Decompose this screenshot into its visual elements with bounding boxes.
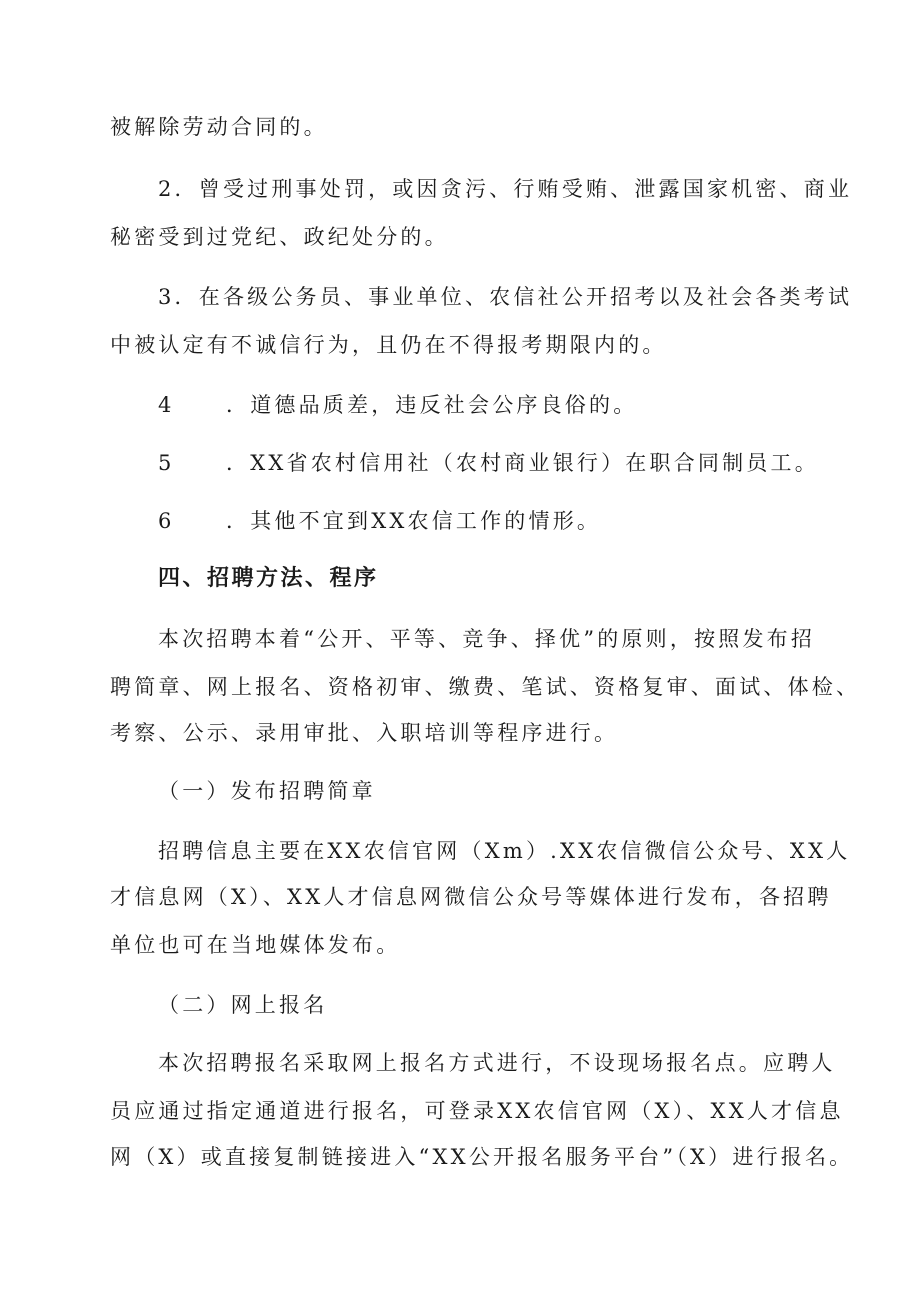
- list-number: 6: [158, 509, 175, 533]
- paragraph-line: 本次招聘报名采取网上报名方式进行，不设现场报名点。应聘人: [158, 1051, 836, 1075]
- list-item-4: [158, 390, 637, 420]
- list-item-6: [158, 506, 601, 536]
- paragraph-line: 网（X）或直接复制链接进入“XX公开报名服务平台”（X）进行报名。: [110, 1145, 854, 1169]
- list-number: 4: [158, 393, 175, 417]
- list-text: ．道德品质差，违反社会公序良俗的。: [226, 393, 638, 417]
- paragraph-line: 被解除劳动合同的。: [110, 115, 328, 139]
- paragraph-line: 考察、公示、录用审批、入职培训等程序进行。: [110, 721, 619, 745]
- list-item-2-continued: 秘密受到过党纪、政纪处分的。: [110, 225, 449, 249]
- list-item-3-continued: 中被认定有不诚信行为，且仍在不得报考期限内的。: [110, 333, 667, 357]
- subheading-1: （一）发布招聘简章: [158, 779, 376, 803]
- paragraph-line: 员应通过指定通道进行报名，可登录XX农信官网（X）、XX人才信息: [110, 1099, 844, 1123]
- list-item-3: 3．在各级公务员、事业单位、农信社公开招考以及社会各类考试: [158, 285, 853, 309]
- list-number: 5: [158, 451, 175, 475]
- subheading-2: （二）网上报名: [158, 993, 328, 1017]
- paragraph-line: 才信息网（X）、XX人才信息网微信公众号等媒体进行发布，各招聘: [110, 885, 832, 909]
- paragraph-line: 招聘信息主要在XX农信官网（Xm）.XX农信微信公众号、XX人: [158, 839, 851, 863]
- list-item-5: [158, 448, 819, 478]
- paragraph-line: 聘简章、网上报名、资格初审、缴费、笔试、资格复审、面试、体检、: [110, 675, 861, 699]
- list-text: ．其他不宜到XX农信工作的情形。: [226, 509, 602, 533]
- paragraph-line: 本次招聘本着“公开、平等、竞争、择优”的原则，按照发布招: [158, 627, 816, 651]
- paragraph-line: 单位也可在当地媒体发布。: [110, 933, 401, 957]
- list-item-2: 2．曾受过刑事处罚，或因贪污、行贿受贿、泄露国家机密、商业: [158, 177, 853, 201]
- section-heading-4: 四、招聘方法、程序: [158, 566, 379, 591]
- list-text: ．XX省农村信用社（农村商业银行）在职合同制员工。: [226, 451, 819, 475]
